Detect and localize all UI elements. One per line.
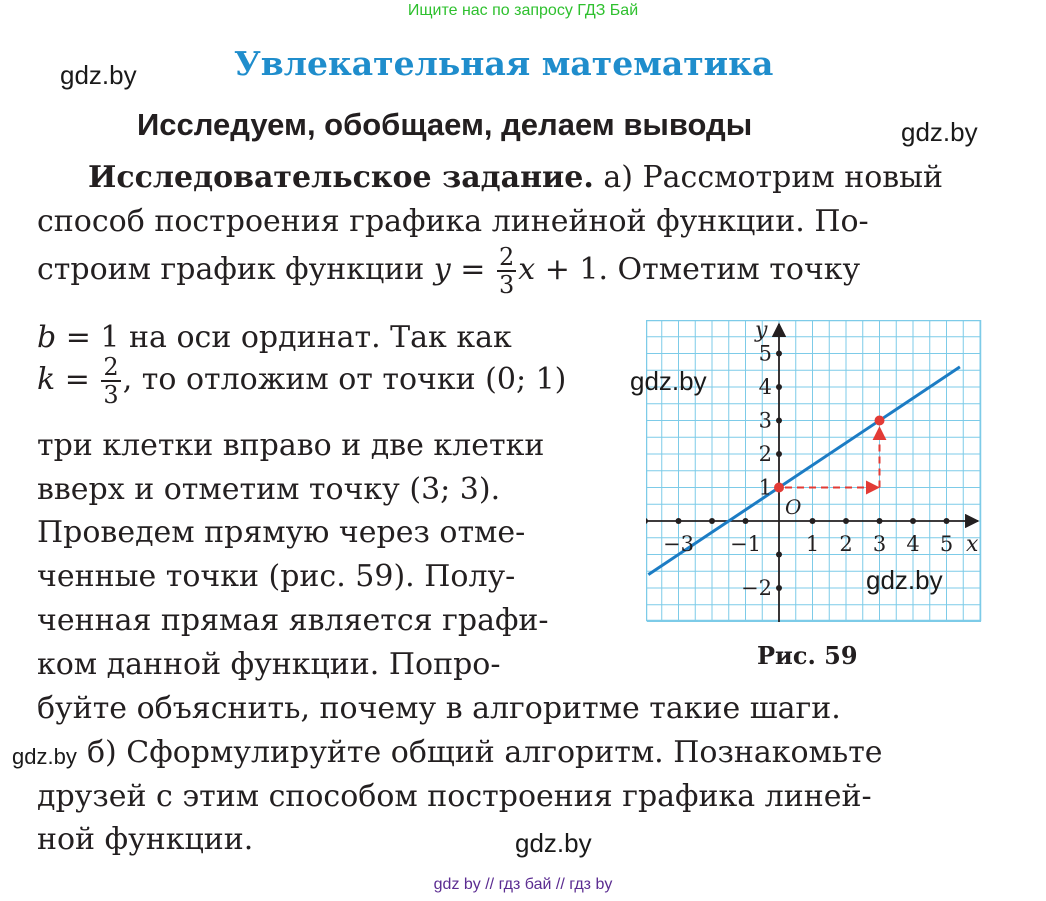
subheading: Исследуем, обобщаем, делаем выводы (137, 107, 753, 142)
x-tick (910, 518, 916, 524)
text-line-9: ченные точки (рис. 59). Полу- (37, 559, 516, 594)
y-tick (776, 384, 782, 390)
text-line-15: ной функции. (37, 822, 254, 857)
y-tick-label: 5 (758, 341, 772, 366)
section-title: Увлекательная математика (234, 44, 774, 83)
equals-sign: = (55, 362, 100, 397)
text-line-12: буйте объяснить, почему в алгоритме такие шаги. (37, 691, 841, 726)
x-tick-label: −1 (730, 532, 761, 556)
y-tick (776, 451, 782, 457)
var-b: b (37, 320, 57, 355)
y-tick-label: 1 (758, 475, 772, 500)
x-tick-label: −3 (663, 532, 694, 556)
text-fragment: + 1. Отметим точку (535, 252, 861, 287)
x-axis-label: x (966, 532, 979, 557)
x-tick (743, 518, 749, 524)
y-tick-label: 4 (758, 375, 772, 399)
watermark: gdz.by (12, 744, 77, 769)
x-tick-label: 1 (805, 532, 820, 556)
search-banner: Ищите нас по запросу ГДЗ Бай (407, 2, 639, 19)
x-tick (810, 518, 816, 524)
x-tick (709, 518, 715, 524)
var-y: y (433, 252, 451, 287)
var-x: x (518, 252, 536, 287)
text-line-6: три клетки вправо и две клетки (37, 428, 545, 463)
text-fragment: = 1 на оси ординат. Так как (56, 320, 512, 355)
text-line-8: Проведем прямую через отме- (37, 515, 526, 550)
y-tick (776, 585, 782, 591)
y-tick-label: 3 (758, 408, 772, 433)
figure-caption: Рис. 59 (757, 641, 858, 670)
text-line-14: друзей с этим способом построения графика линей- (37, 779, 872, 814)
watermark: gdz.by (866, 565, 943, 595)
text-line-3 (37, 244, 860, 298)
marked-point (875, 416, 885, 426)
text-line-4 (37, 320, 512, 355)
text-line-5 (37, 354, 566, 408)
text-line-11: ком данной функции. Попро- (37, 647, 501, 682)
watermark: gdz.by (901, 117, 978, 147)
text-fragment: а) Рассмотрим новый (593, 160, 944, 195)
watermark: gdz.by (515, 828, 592, 858)
y-tick-label: 2 (758, 442, 772, 466)
fraction (497, 244, 516, 298)
watermark: gdz.by (60, 60, 137, 90)
task-label: Исследовательское задание. (88, 160, 594, 195)
y-tick (776, 418, 782, 424)
watermark: gdz.by (630, 366, 707, 396)
text-line-1 (88, 160, 943, 195)
x-tick (676, 518, 682, 524)
text-line-10: ченная прямая является графи- (37, 603, 549, 638)
fraction-numerator: 2 (103, 353, 119, 381)
x-tick-label: 3 (872, 532, 887, 556)
text-line-2: способ построения графика линейной функции. По- (37, 204, 869, 239)
text-fragment: строим график функции (37, 252, 434, 287)
fraction-numerator: 2 (498, 243, 515, 271)
footer: gdz by // гдз бай // гдз by (433, 876, 613, 893)
x-tick (843, 518, 849, 524)
text-line-7: вверх и отметим точку (3; 3). (37, 472, 501, 507)
fraction (101, 354, 120, 408)
var-k: k (37, 362, 56, 397)
y-tick (776, 351, 782, 357)
text-fragment: , то отложим от точки (0; 1) (122, 362, 567, 397)
x-tick (877, 518, 883, 524)
fraction-denominator: 3 (103, 381, 119, 409)
y-axis-label: y (755, 320, 768, 343)
marked-point (774, 483, 784, 493)
fraction-denominator: 3 (498, 271, 515, 299)
y-tick-label: −2 (741, 576, 772, 600)
x-tick-label: 5 (939, 532, 954, 556)
x-tick-label: 4 (906, 532, 920, 556)
x-tick-label: 2 (839, 532, 853, 556)
x-tick (944, 518, 950, 524)
origin-label: O (785, 495, 802, 519)
text-line-13: б) Сформулируйте общий алгоритм. Познакомьте (87, 735, 883, 770)
y-tick (776, 552, 782, 558)
equals-sign: = (450, 252, 495, 287)
